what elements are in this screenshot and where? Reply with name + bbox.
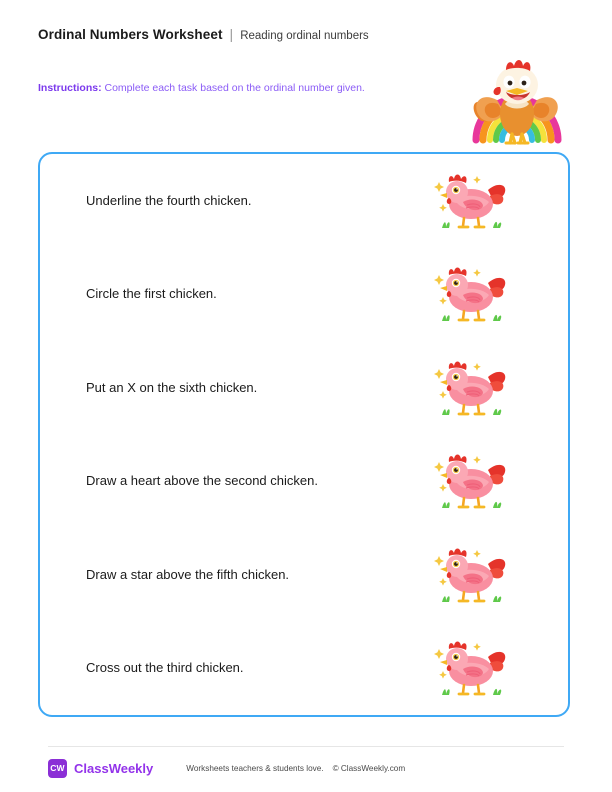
classweekly-logo-icon: CW bbox=[48, 759, 67, 778]
task-text: Put an X on the sixth chicken. bbox=[86, 379, 258, 395]
instructions-block bbox=[38, 81, 383, 97]
task-list bbox=[40, 154, 568, 715]
pink-chicken-illustration-icon bbox=[424, 448, 520, 514]
pink-chicken-illustration-icon bbox=[424, 168, 520, 234]
chicken-rainbow-mascot-icon bbox=[462, 52, 572, 147]
task-row bbox=[40, 435, 568, 529]
pink-chicken-illustration-icon bbox=[424, 635, 520, 701]
instructions-text: Complete each task based on the ordinal number given. bbox=[101, 82, 365, 94]
task-row bbox=[40, 248, 568, 342]
task-row bbox=[40, 341, 568, 435]
task-row bbox=[40, 154, 568, 248]
task-row bbox=[40, 622, 568, 716]
task-text: Draw a star above the fifth chicken. bbox=[86, 566, 290, 582]
pink-chicken-illustration-icon bbox=[424, 542, 520, 608]
title-main: Ordinal Numbers Worksheet bbox=[38, 27, 223, 42]
worksheet-footer bbox=[48, 756, 564, 780]
footer-divider bbox=[48, 746, 564, 747]
task-card bbox=[38, 152, 570, 717]
task-text: Circle the first chicken. bbox=[86, 286, 217, 302]
footer-tagline: Worksheets teachers & students love. bbox=[186, 763, 324, 773]
task-text: Draw a heart above the second chicken. bbox=[86, 473, 318, 489]
brand-name: ClassWeekly bbox=[74, 760, 154, 776]
task-text: Cross out the third chicken. bbox=[86, 660, 244, 676]
pink-chicken-illustration-icon bbox=[424, 355, 520, 421]
title-subtitle: Reading ordinal numbers bbox=[240, 30, 369, 42]
task-row bbox=[40, 528, 568, 622]
task-text: Underline the fourth chicken. bbox=[86, 192, 252, 208]
footer-copyright: © ClassWeekly.com bbox=[332, 763, 406, 773]
instructions-label: Instructions: bbox=[38, 82, 102, 94]
page-title bbox=[38, 26, 574, 46]
title-divider: | bbox=[229, 26, 234, 42]
pink-chicken-illustration-icon bbox=[424, 261, 520, 327]
